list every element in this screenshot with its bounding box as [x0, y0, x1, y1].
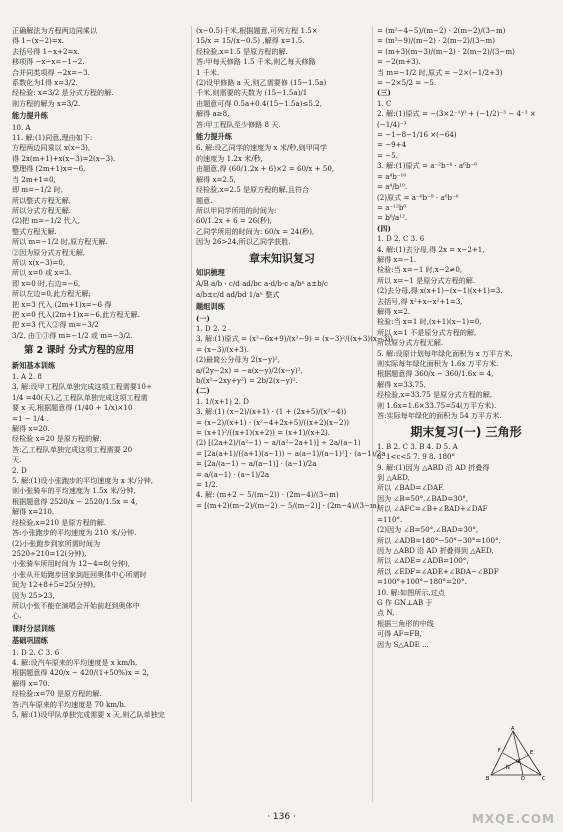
section-heading: (二)	[196, 386, 210, 396]
text-line: 正确解法为方程两边同乘以	[12, 26, 98, 35]
column-left	[12, 26, 188, 802]
diagram-label: N	[506, 765, 510, 771]
text-line: 解得 x=2.	[377, 306, 411, 316]
section-heading: 知识梳理	[196, 267, 225, 277]
triangle-diagram	[485, 725, 547, 781]
section-heading: 题组训练	[196, 302, 225, 312]
text-line: 5. 解:(1)设甲队单独完成需要 x 天,则乙队单独完	[12, 710, 165, 719]
text-line: 把 x=0 代入(2m+1)x=−6,此方程无解.	[12, 309, 140, 319]
text-line: = (x+1)²/((x+1)(x+2)) = (x+1)/(x+2).	[196, 428, 331, 438]
text-line: (2)最简公分母为 2(x−y)²,	[196, 355, 280, 365]
text-line: 点 N,	[377, 608, 395, 618]
text-line: 移项得 −x−x=−1−2.	[12, 57, 85, 67]
text-line: = (m²−9)/(m−2) · 2(m−2)/(3−m)	[377, 36, 495, 46]
column-divider	[372, 26, 373, 802]
text-line: 所以整式方程无解,	[12, 195, 72, 205]
text-line: 所以 x=1 不是原分式方程的解,	[377, 327, 477, 337]
text-line: 则 1.6x=1.6×33.75=54(万平方米).	[377, 400, 497, 410]
text-line: 把 x=3 代入②得 m=−3/2	[12, 320, 99, 330]
text-line: 4. 解:设汽车原来的平均速度是 x km/h,	[12, 657, 138, 667]
diagram-label: A	[511, 726, 515, 732]
text-line: 1. B 2. C 3. B 4. D 5. A	[377, 441, 458, 451]
text-line: =110°.	[377, 514, 403, 524]
text-line: 10. A	[12, 122, 31, 132]
text-line: 经检验: x=3/2 是分式方程的解.	[12, 88, 114, 98]
text-line: 6. 解:设乙同学的速度为 x 米/秒,则甲同学	[196, 143, 327, 153]
text-line: = 1/2.	[196, 480, 218, 490]
text-line: 去括号得 1−x+2=x.	[12, 46, 80, 56]
text-line: 因为 S△ADE ...	[377, 639, 429, 649]
text-line: 所以分式方程无解.	[12, 205, 72, 215]
text-line: 答:汽车原来的平均速度是 70 km/h.	[12, 699, 127, 709]
text-line: 小张骑车所用时间为 12−4=8(分钟),	[12, 559, 131, 569]
text-line: = a⁴/b¹⁰.	[377, 182, 408, 192]
text-line: 解得 x=210.	[12, 507, 55, 517]
text-line: = −2×5/2 = −5.	[377, 78, 437, 88]
text-line: 2. D	[12, 465, 27, 475]
text-line: 经检验,x=1.5 是原方程的解.	[196, 46, 288, 56]
text-line: 答:甲每天修路 1.5 千米,则乙每天修路	[196, 57, 316, 67]
text-line: 间为 12+8+5=25(分钟),	[12, 580, 96, 590]
text-line: a/(2y−2x) = −a(x−y)/2(x−y)²,	[196, 365, 303, 375]
text-line: 1. D 2. 2	[196, 323, 227, 333]
text-line: = (m+3)(m−3)/(m−2) · 2(m−2)/(3−m)	[377, 46, 515, 56]
text-line: = [2a(a+1)/((a+1)(a−1)) − a(a−1)/(a−1)²] · (a−1)/2a	[196, 448, 386, 458]
text-line: =100°+100°−180°=20°.	[377, 577, 467, 587]
text-line: = (x−3)/(x+3).	[196, 344, 249, 354]
text-line: (2)因为 ∠B=50°,∠BAD=30°,	[377, 525, 479, 535]
text-line: = [(m+2)(m−2)/(m−2) − 5/(m−2)] · (2m−4)/(3−m)	[196, 500, 380, 510]
text-line: 解得 x=−1.	[377, 254, 417, 264]
text-line: 乙同学所用的时间为: 60/x = 24(秒),	[196, 226, 315, 236]
section-heading: 第 2 课时 分式方程的应用	[24, 345, 135, 357]
text-line: 根据题意得 360/x − 360/1.6x = 4,	[377, 369, 494, 379]
text-line: 所以 x(x−3)=0,	[12, 257, 66, 267]
text-line: = b⁶/a¹².	[377, 213, 408, 223]
text-line: 因为 25>23,	[12, 590, 55, 600]
text-line: 2520÷210=12(分钟),	[12, 548, 87, 558]
text-line: 即 m=−1/2 时,	[12, 185, 63, 195]
column-right	[377, 26, 555, 802]
text-line: 1/4 =40(天),乙工程队单独完成这项工程需	[12, 392, 148, 402]
text-line: 系数化为1得 x=3/2.	[12, 78, 78, 88]
text-line: 解得 x=70.	[12, 678, 50, 688]
text-line: 则方程的解为 x=3/2.	[12, 98, 81, 108]
text-line: = −9+4	[377, 140, 407, 150]
text-line: 经检验,x=33.75 是原分式方程的解,	[377, 390, 493, 400]
text-line: = (x−2)/(x+1) · (x²−4+2x+5)/((x+2)(x−2))	[196, 417, 350, 427]
section-heading: 章末知识复习	[249, 251, 315, 265]
text-line: 方程两边同乘以 x(x−3),	[12, 143, 91, 153]
text-line: 经检验,x=210 是原方程的解.	[12, 517, 107, 527]
text-line: = a⁴b⁻¹⁰	[377, 171, 407, 181]
diagram-label: C	[542, 776, 546, 782]
text-line: 得 2x(m+1)+x(x−3)=2(x−3).	[12, 153, 116, 163]
text-line: 1. A 2. 8	[12, 372, 42, 381]
text-line: 所以左边=0,此方程无解;	[12, 289, 91, 299]
text-line: 根据题意得 2520/x − 2520/1.5x = 4,	[12, 496, 138, 506]
text-line: 所以小张不能在演唱会开始前赶到奥体中	[12, 600, 140, 610]
page-number: · 136 ·	[267, 812, 296, 822]
text-line: 千米,则需要的天数为 (15−1.5a)/1	[196, 88, 308, 98]
text-line: 60/1.2x + 6 = 26(秒),	[196, 216, 273, 226]
text-line: = a/(a−1) · (a−1)/2a	[196, 469, 270, 479]
text-line: 题意.	[196, 195, 213, 205]
text-line: 心.	[12, 611, 22, 621]
text-line: 答:小张跑步的平均速度为 210 米/分钟.	[12, 528, 137, 538]
text-line: (−1/4)⁻³	[377, 119, 407, 129]
section-heading: 新知基本训练	[12, 360, 56, 370]
text-line: 整式方程无解.	[12, 226, 57, 236]
text-line: 所以 ∠ADE=∠ADB=100°,	[377, 556, 469, 566]
text-line: 所以原分式方程无解.	[377, 338, 444, 348]
text-line: = (m²−4−5)/(m−2) · 2(m−2)/(3−m)	[377, 26, 506, 35]
text-line: (2)小张跑步到家所需时间为	[12, 538, 101, 548]
text-line: ②因为原分式方程无解,	[12, 247, 86, 257]
text-line: (2) [(2a+2)/(a²−1) − a/(a²−2a+1)] ÷ 2a/(a−1)	[196, 438, 361, 448]
text-line: 解得 a≥8,	[196, 109, 230, 119]
text-line: A/B a/b · c/d ad/bc a·d/b·c a/bⁿ a±b/c	[196, 279, 328, 289]
text-line: 解得 x=20.	[12, 424, 50, 434]
text-line: = a⁻¹²b⁶	[377, 202, 407, 212]
text-line: 15/x = 15/(x−0.5) ,解得 x=1.5.	[196, 36, 305, 46]
section-heading: 期末复习(一) 三角形	[410, 425, 522, 440]
text-line: 由题意,得 (60/1.2x + 6)×2 = 60/x + 50,	[196, 164, 335, 174]
text-line: 因为 ∠B=50°,∠BAD=30°,	[377, 493, 469, 503]
text-line: 5. 解:(1)设小张跑步的平均速度为 x 米/分钟,	[12, 476, 154, 486]
section-heading: 课时分层训练	[12, 623, 56, 633]
text-line: 3. 解:(1)原式 = a⁻²b⁻⁴ · a⁶b⁻⁶	[377, 161, 478, 171]
text-line: 小张从开始跑步回家到赶回奥体中心所需时	[12, 569, 147, 579]
text-line: 6. 1<c<5 7. 9 8. 180°	[377, 452, 456, 462]
text-line: = −2(m+3).	[377, 57, 421, 67]
section-heading: 能力提升练	[196, 132, 232, 142]
text-line: 经检验 x=20 是原方程的解.	[12, 434, 102, 444]
text-line: 3. 解:(1)原式 = (x²−6x+9)/(x²−9) = (x−3)²/((x+3)(x−3))	[196, 334, 393, 344]
watermark-logo: MXQE.COM	[471, 812, 555, 826]
diagram-label: F	[498, 748, 501, 754]
text-line: 经检验:x=70 是原方程的解.	[12, 689, 102, 699]
text-line: 检验:当 x=−1 时,x−2≠0,	[377, 265, 463, 275]
text-line: 即 x=0 时,右边=−6,	[12, 278, 81, 288]
text-line: = [2a/(a−1) − a/(a−1)] · (a−1)/2a	[196, 459, 317, 469]
text-line: 由题意可得 0.5a+0.4(15−1.5a)≤5.2,	[196, 98, 322, 108]
text-line: 因为 △ABD 沿 AD 折叠得到 △AED,	[377, 545, 494, 555]
text-line: 所以 ∠AFC=∠B+∠BAD+∠DAF	[377, 504, 488, 514]
text-line: (2)设甲修路 a 天,则乙需要修 (15−1.5a)	[196, 78, 327, 88]
section-heading: (一)	[196, 313, 210, 323]
text-line: 解得 x=2.5,	[196, 174, 236, 184]
text-line: 2. 解:(1)原式 = −(3×2⁻¹)⁰ + (−1/2)⁻³ − 4⁻³ ×	[377, 109, 536, 119]
text-line: 经检验,x=2.5 是原方程的解,且符合	[196, 185, 310, 195]
text-line: 所以 m=−1/2 时,原方程无解.	[12, 237, 108, 247]
text-line: 所以 x=0 或 x=3.	[12, 268, 72, 278]
text-line: 1. D 2. C 3. 6	[12, 647, 60, 657]
column-divider	[191, 26, 192, 802]
text-line: 1 千米.	[196, 67, 220, 77]
text-line: = −1−8−1/16 ×(−64)	[377, 130, 457, 140]
text-line: 当 2m+1=0,	[12, 174, 56, 184]
text-line: 则实际每年绿化面积为 1.6x 万平方米.	[377, 359, 499, 368]
section-heading: (四)	[377, 223, 391, 233]
text-line: 得 1−(x−2)=x.	[12, 36, 64, 46]
text-line: 整理得 (2m+1)x=−6,	[12, 164, 86, 174]
text-line: 把 x=3 代入 (2m+1)x=−6 得	[12, 299, 112, 309]
text-line: 4. 解:(1)去分母,得 2x = x−2+1,	[377, 244, 485, 254]
text-line: = −5.	[377, 150, 398, 160]
text-line: 3/2, 由①③得 m=−1/2 或 m=−3/2.	[12, 330, 133, 340]
text-line: 4. 解: (m+2 − 5/(m−2)) · (2m−4)/(3−m)	[196, 490, 339, 500]
text-line: 解得 x=33.75,	[377, 379, 426, 389]
section-heading: 基础巩固练	[12, 636, 48, 646]
text-line: 所以 ∠ADB=180°−50°−30°=100°.	[377, 535, 501, 545]
text-line: b/(x²−2xy+y²) = 2b/2(x−y)².	[196, 376, 298, 385]
text-line: 合并同类项得 −2x=−3.	[12, 67, 90, 77]
text-line: a/b±c/d ad/bd 1/aⁿ 整式	[196, 289, 280, 299]
text-line: 到 △AED,	[377, 473, 410, 483]
diagram-label: B	[486, 776, 490, 782]
text-line: 的速度为 1.2x 米/秒,	[196, 153, 263, 163]
text-line: 1. C	[377, 98, 392, 108]
section-heading: (三)	[377, 88, 391, 98]
text-line: 根据题意得 420/x − 420/(1+50%)x = 2,	[12, 668, 150, 678]
text-line: (2)去分母,得 x(x+1)−(x−1)(x+1)=3.	[377, 286, 503, 296]
text-line: 3. 解:(1) (x−2)/(x+1) · (1 + (2x+5)/(x²−4))	[196, 407, 347, 417]
text-line: (2)原式 = a⁻⁶b⁻⁹ · a⁶b⁻⁶	[377, 192, 459, 202]
text-line: 因为 26>24,所以乙同学获胜.	[196, 237, 291, 247]
text-line: G 作 GN⊥AB 于	[377, 597, 433, 607]
section-heading: 能力提升练	[12, 111, 48, 121]
diagram-label: G	[516, 759, 520, 765]
text-line: 11. 解:(1)同意,理由如下:	[12, 133, 93, 143]
text-line: 所以 ∠BAD=∠DAF.	[377, 483, 445, 493]
diagram-label: D	[521, 776, 525, 782]
text-line: 根据三角形的中线	[377, 618, 434, 628]
text-line: =1 − 1/4 .	[12, 413, 49, 423]
text-line: 可得 AF=FB,	[377, 629, 422, 639]
text-line: 检验:当 x=1 时,(x+1)(x−1)=0,	[377, 317, 482, 327]
text-line: 1. D 2. C 3. 6	[377, 234, 425, 244]
text-line: 所以甲同学所用的时间为:	[196, 205, 277, 215]
text-line: 5. 解:设原计划每年绿化面积为 x 万平方米,	[377, 348, 513, 358]
text-line: 所以 ∠EDF=∠ADE+∠BDA−∠BDF	[377, 566, 499, 576]
text-line: 当 m=−1/2 时,原式 = −2×(−1/2+3)	[377, 67, 503, 77]
text-line: 答:实际每年绿化的面积为 54 万平方米.	[377, 411, 502, 421]
text-line: 1. 1/(x+1) 2. D	[196, 396, 249, 406]
text-line: 天.	[12, 455, 22, 465]
diagram-label: E	[530, 750, 534, 756]
text-line: 答:乙工程队单独完成这项工程需要 20	[12, 444, 133, 454]
text-line: (2)把 m=−1/2 代入,	[12, 216, 81, 226]
text-line: (x−0.5)千米,根据题意,可列方程 1.5×	[196, 26, 318, 35]
text-line: 9. 解:(1)因为 △ABD 沿 AD 折叠得	[377, 462, 490, 472]
text-line: 答:甲工程队至少修路 8 天.	[196, 119, 281, 129]
text-line: 则小张骑车的平均速度为 1.5x 米/分钟,	[12, 486, 136, 496]
text-line: 要 x 天,根据题意得 (1/40 + 1/x)×10	[12, 403, 133, 413]
text-line: 所以 x=−1 是原分式方程的解.	[377, 275, 476, 285]
text-line: 3. 解:设甲工程队单独完成这项工程需要10÷	[12, 382, 152, 392]
text-line: 10. 解:如图所示,过点	[377, 587, 445, 597]
text-line: 去括号,得 x²+x−x²+1=3,	[377, 296, 463, 306]
